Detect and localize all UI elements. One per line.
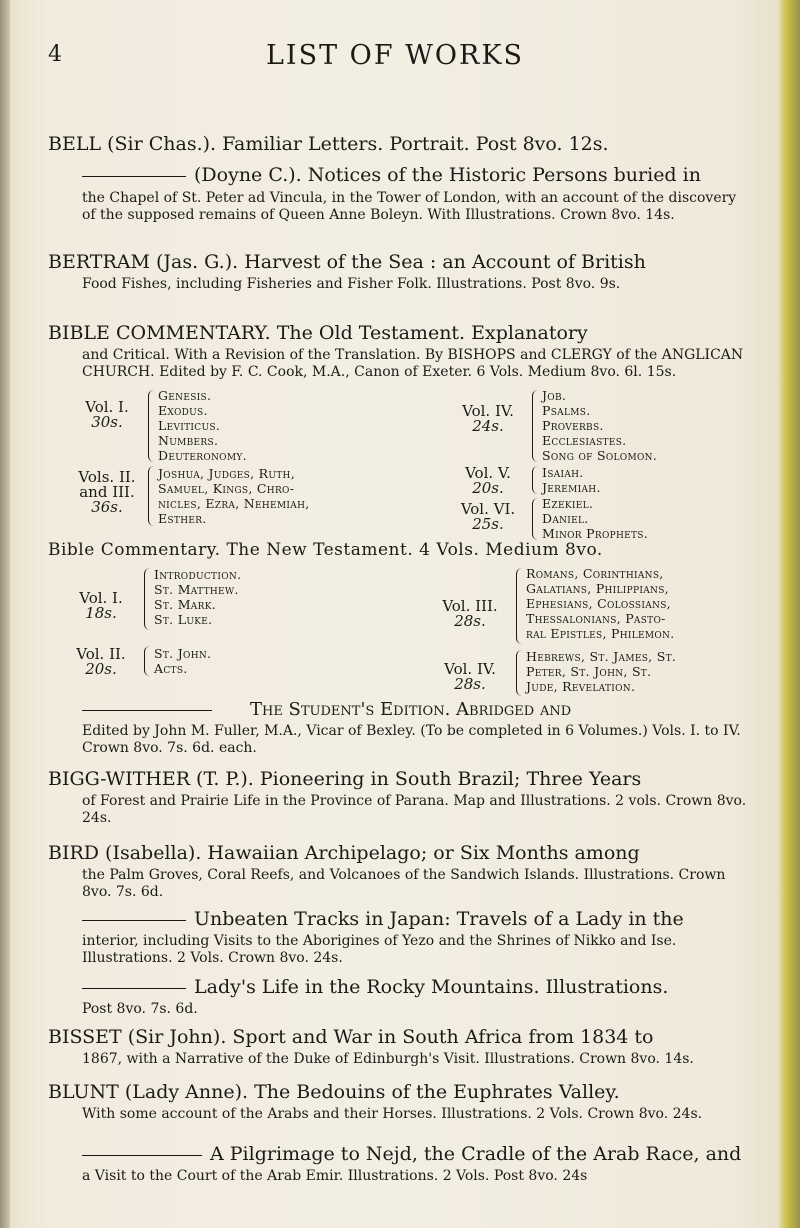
vol-label: Vols. II. and III. 36s. xyxy=(78,468,136,516)
brace xyxy=(532,466,539,494)
ditto-rule xyxy=(82,710,212,711)
ditto-rule xyxy=(82,988,186,989)
entry-unbeaten-tracks xyxy=(48,907,748,967)
entry-doyne xyxy=(48,163,748,224)
vol-label: Vol. IV. 28s. xyxy=(444,660,496,693)
book-list: Ezekiel. Daniel. Minor Prophets. xyxy=(542,496,649,541)
vol-label: Vol. II. 20s. xyxy=(76,645,126,678)
book-list: Genesis. Exodus. Leviticus. Numbers. Deuteronomy. xyxy=(158,388,247,463)
entry-head: BLUNT (Lady Anne). The Bedouins of the Euphrates Valley. xyxy=(48,1081,620,1103)
entry-head: BELL (Sir Chas.). Familiar Letters. Portrait. Post 8vo. 12s. xyxy=(48,133,609,155)
entry-body: With some account of the Arabs and their Horses. Illustrations. 2 Vols. Crown 8vo. 24s. xyxy=(82,1106,703,1122)
book-list: Joshua, Judges, Ruth, Samuel, Kings, Chro- nicles, Ezra, Nehemiah, Esther. xyxy=(158,466,310,526)
running-head: LIST OF WORKS xyxy=(266,40,525,71)
brace xyxy=(148,466,155,526)
entry-bisset xyxy=(48,1025,748,1068)
entry-bertram xyxy=(48,250,748,293)
entry-body: the Chapel of St. Peter ad Vincula, in the Tower of London, with an account of the discovery of the supposed remains of Queen Anne Boleyn. With Illustrations. Crown 8vo. 14s. xyxy=(82,190,737,223)
entry-body: 1867, with a Narrative of the Duke of Edinburgh's Visit. Illustrations. Crown 8vo. 14s. xyxy=(82,1051,694,1067)
book-list: St. John. Acts. xyxy=(154,646,212,676)
vol-label: Vol. IV. 24s. xyxy=(462,402,514,435)
brace xyxy=(144,568,151,630)
entry-body: Edited by John M. Fuller, M.A., Vicar of Bexley. (To be completed in 6 Volumes.) Vols. I. to IV. Crown 8vo. 7s. 6d. each. xyxy=(82,723,741,756)
entry-bigg-wither xyxy=(48,767,748,827)
page-number: 4 xyxy=(48,42,62,67)
ditto-rule xyxy=(82,1155,202,1156)
entry-body: the Palm Groves, Coral Reefs, and Volcanoes of the Sandwich Islands. Illustrations. Crown 8vo. 7s. 6d. xyxy=(82,867,726,900)
book-list: Hebrews, St. James, St. Peter, St. John, St. Jude, Revelation. xyxy=(526,649,677,694)
ditto-rule xyxy=(82,176,186,177)
entry-head: (Doyne C.). Notices of the Historic Persons buried in xyxy=(48,163,748,187)
nt-section-head: Bible Commentary. The New Testament. 4 Vols. Medium 8vo. xyxy=(48,540,603,560)
entry-head: The Student's Edition. Abridged and xyxy=(48,698,748,722)
entry-body: and Critical. With a Revision of the Translation. By BISHOPS and CLERGY of the ANGLICAN CHURCH. Edited by F. C. Cook, M.A., Canon of Exeter. 6 Vols. Medium 8vo. 6l. 15s. xyxy=(82,347,744,380)
brace xyxy=(516,568,523,644)
page-gutter xyxy=(0,0,10,1228)
entry-head: A Pilgrimage to Nejd, the Cradle of the Arab Race, and xyxy=(48,1142,748,1166)
vol-label: Vol. III. 28s. xyxy=(442,597,498,630)
page-edge xyxy=(778,0,800,1228)
vol-label: Vol. VI. 25s. xyxy=(460,500,516,533)
entry-student-edition xyxy=(48,698,748,757)
brace xyxy=(144,646,151,676)
entry-blunt xyxy=(48,1080,748,1123)
entry-head: BIBLE COMMENTARY. The Old Testament. Explanatory xyxy=(48,322,588,344)
entry-head: Lady's Life in the Rocky Mountains. Illustrations. xyxy=(48,975,748,999)
entry-head: BIGG-WITHER (T. P.). Pioneering in South Brazil; Three Years xyxy=(48,768,642,790)
book-list: Isaiah. Jeremiah. xyxy=(542,465,601,495)
entry-head: BISSET (Sir John). Sport and War in South Africa from 1834 to xyxy=(48,1026,654,1048)
vol-label: Vol. V. 20s. xyxy=(465,464,511,497)
entry-bible xyxy=(48,321,748,381)
entry-pilgrimage xyxy=(48,1142,748,1185)
entry-bird xyxy=(48,841,748,901)
entry-ladys-life xyxy=(48,975,748,1018)
book-list: Job. Psalms. Proverbs. Ecclesiastes. Song of Solomon. xyxy=(542,388,658,463)
vol-label: Vol. I. 18s. xyxy=(79,589,123,622)
entry-head: BERTRAM (Jas. G.). Harvest of the Sea : an Account of British xyxy=(48,251,646,273)
entry-body: Post 8vo. 7s. 6d. xyxy=(82,1001,198,1017)
entry-head: Unbeaten Tracks in Japan: Travels of a Lady in the xyxy=(48,907,748,931)
brace xyxy=(516,650,523,696)
entry-bell xyxy=(48,132,748,156)
brace xyxy=(532,390,539,462)
entry-head: BIRD (Isabella). Hawaiian Archipelago; or Six Months among xyxy=(48,842,640,864)
vol-label: Vol. I. 30s. xyxy=(85,398,129,431)
ditto-rule xyxy=(82,920,186,921)
entry-body: a Visit to the Court of the Arab Emir. Illustrations. 2 Vols. Post 8vo. 24s xyxy=(82,1168,588,1184)
book-list: Romans, Corinthians, Galatians, Philippians, Ephesians, Colossians, Thessalonians, Pasto- ral Epistles, Philemon. xyxy=(526,566,675,641)
brace xyxy=(532,498,539,540)
brace xyxy=(148,390,155,462)
entry-body: Food Fishes, including Fisheries and Fisher Folk. Illustrations. Post 8vo. 9s. xyxy=(82,276,621,292)
book-list: Introduction. St. Matthew. St. Mark. St. Luke. xyxy=(154,567,242,627)
entry-body: interior, including Visits to the Aborigines of Yezo and the Shrines of Nikko and Ise. Illustrations. 2 Vols. Crown 8vo. 24s. xyxy=(82,933,677,966)
entry-body: of Forest and Prairie Life in the Province of Parana. Map and Illustrations. 2 vols. Crown 8vo. 24s. xyxy=(82,793,747,826)
